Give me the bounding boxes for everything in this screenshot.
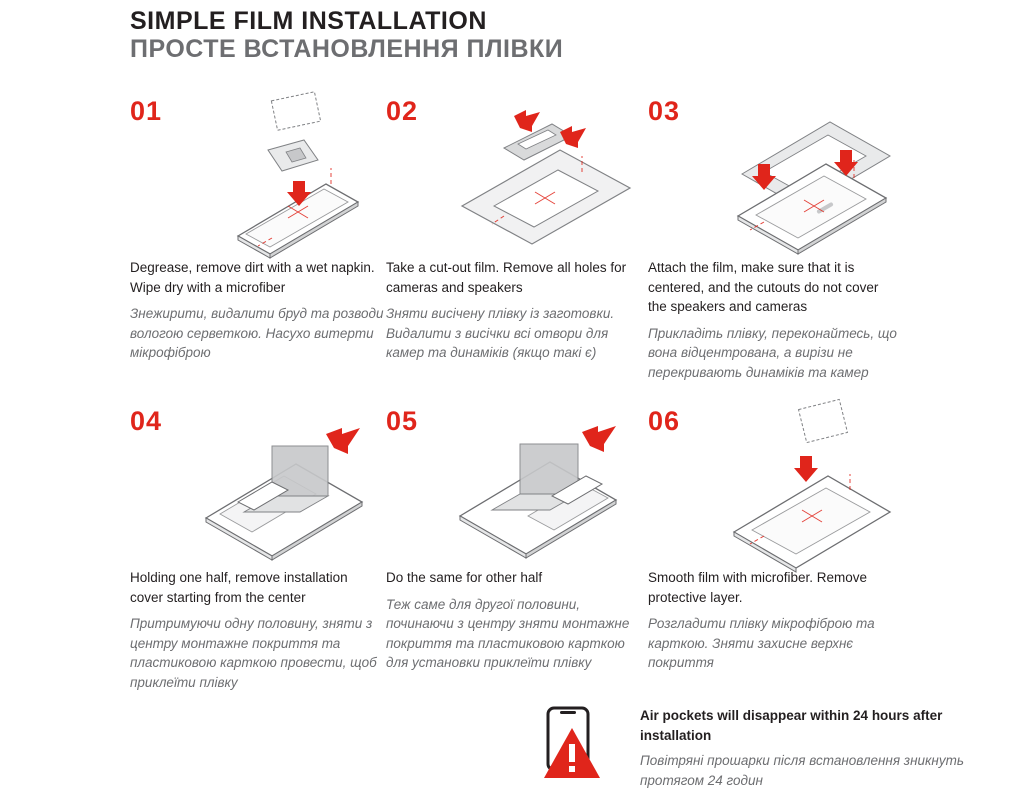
step-number: 02	[386, 96, 419, 126]
title-english: SIMPLE FILM INSTALLATION	[130, 7, 487, 35]
step-05-text-ukrainian: Теж саме для другої половини, починаючи з центру зняти монтажне покриття та пластиковою карткою для установки приклеїти плівку	[386, 596, 630, 671]
step-05	[386, 398, 636, 673]
step-02-text-english: Take a cut-out film. Remove all holes for cameras and speakers	[386, 260, 627, 295]
step-01	[130, 88, 392, 363]
step-02	[386, 88, 648, 363]
step-06	[648, 398, 898, 673]
page-title	[130, 8, 563, 63]
step-02-text-ukrainian: Зняти висічену плівку із заготовки. Видалити з висічки всі отвори для камер та динаміків (якщо такі є)	[386, 306, 615, 361]
step-06-illustration	[694, 398, 910, 568]
step-number: 01	[130, 96, 163, 126]
step-number: 03	[648, 96, 681, 126]
warning-triangle-icon	[544, 728, 600, 778]
step-03-illustration	[694, 88, 910, 258]
step-03-text-ukrainian: Прикладіть плівку, переконайтесь, що вона відцентрована, а вирізи не перекривають динаміків та камер	[648, 325, 897, 380]
step-03	[648, 88, 898, 382]
step-04-text-english: Holding one half, remove installation cover starting from the center	[130, 570, 348, 605]
step-04	[130, 398, 380, 692]
step-01-illustration	[176, 88, 392, 258]
step-number: 05	[386, 406, 419, 436]
footer-note	[518, 706, 978, 790]
step-02-illustration	[432, 88, 648, 258]
footer-text-english: Air pockets will disappear within 24 hours after installation	[640, 708, 943, 743]
step-03-text-english: Attach the film, make sure that it is centered, and the cutouts do not cover the speakers and cameras	[648, 260, 879, 315]
title-ukrainian: ПРОСТЕ ВСТАНОВЛЕННЯ ПЛІВКИ	[130, 35, 564, 64]
footer-text-ukrainian: Повітряні прошарки після встановлення зникнуть протягом 24 годин	[640, 753, 964, 788]
step-01-text-ukrainian: Знежирити, видалити бруд та розводи вологою серветкою. Насухо витерти мікрофіброю	[130, 306, 384, 361]
warning-icon-group	[518, 706, 626, 780]
step-01-text-english: Degrease, remove dirt with a wet napkin. Wipe dry with a microfiber	[130, 260, 375, 295]
step-number: 06	[648, 406, 681, 436]
step-06-text-ukrainian: Розгладити плівку мікрофіброю та карткою. Зняти захисне верхнє покриття	[648, 616, 875, 671]
footer-text	[640, 706, 978, 790]
step-04-illustration	[176, 398, 392, 568]
step-05-illustration	[432, 398, 648, 568]
step-06-text-english: Smooth film with microfiber. Remove protective layer.	[648, 570, 868, 605]
step-04-text-ukrainian: Притримуючи одну половину, зняти з центру монтажне покриття та пластиковою карткою провести, щоб приклеїти плівку	[130, 616, 377, 690]
step-number: 04	[130, 406, 163, 436]
step-05-text-english: Do the same for other half	[386, 570, 543, 585]
